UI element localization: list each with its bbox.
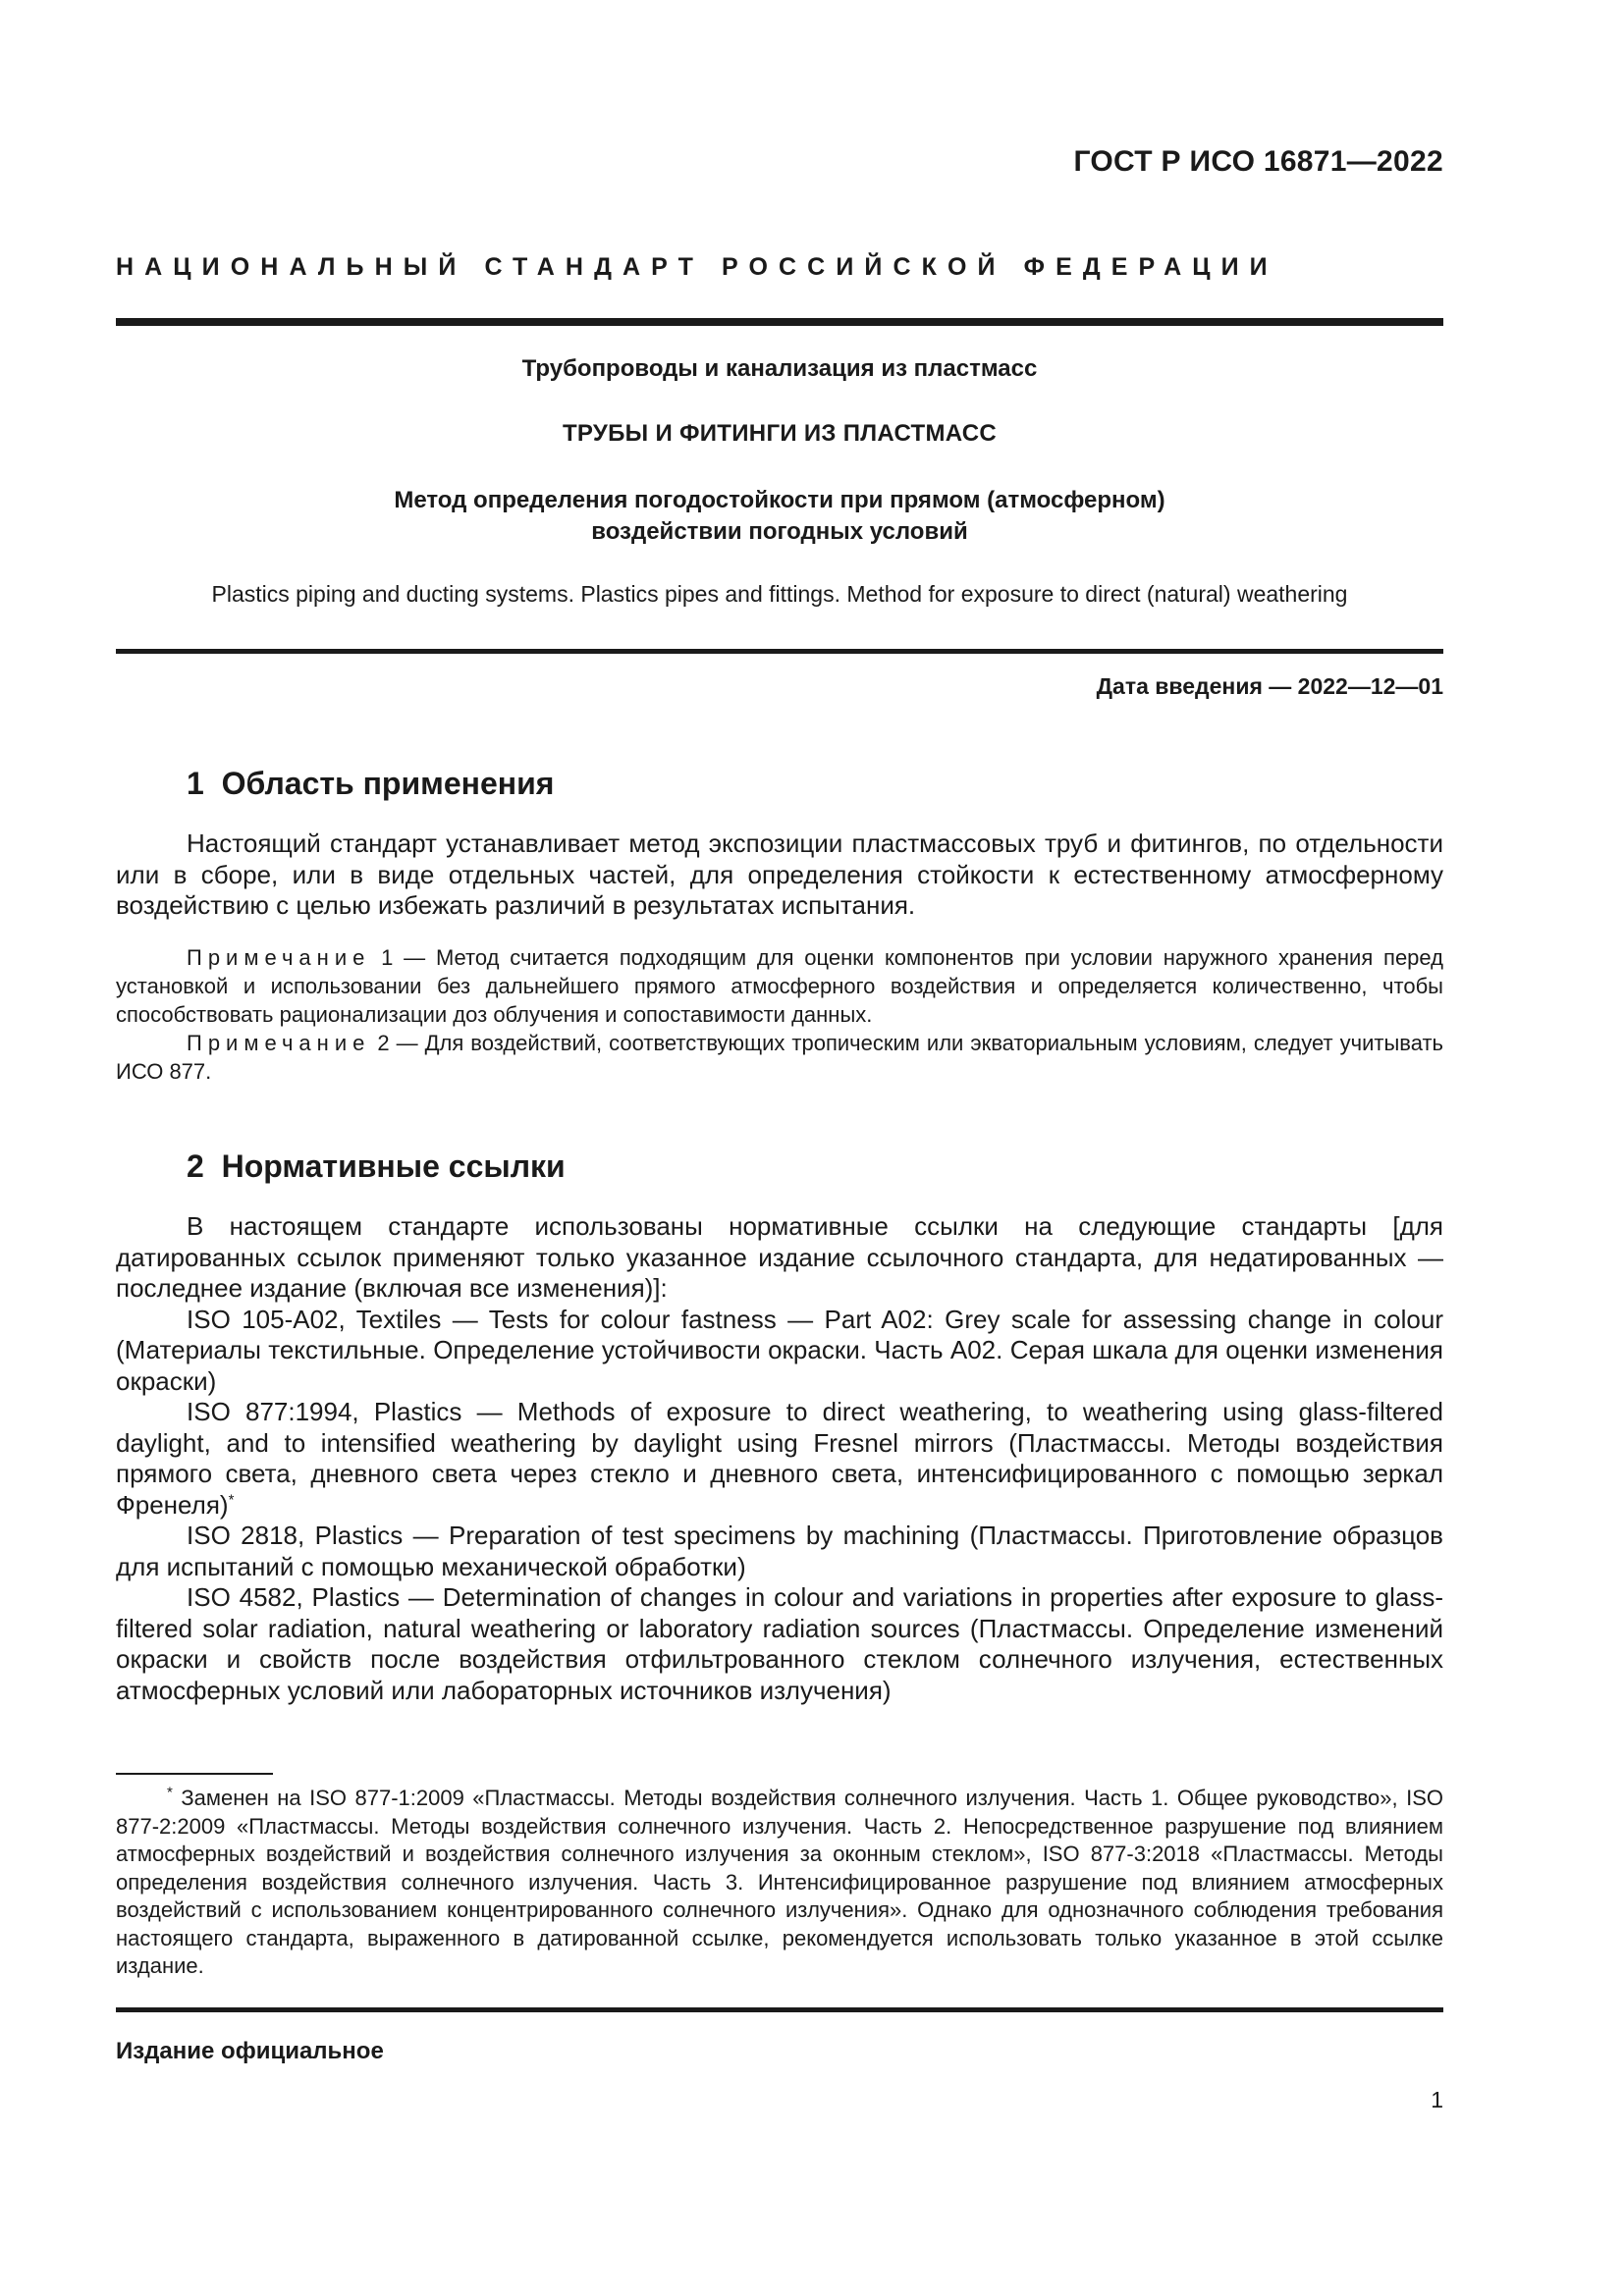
note-1 — [116, 943, 1443, 1029]
title-line-1: Трубопроводы и канализация из пластмасс — [521, 355, 1038, 382]
title-divider — [116, 649, 1443, 654]
english-title: Plastics piping and ducting systems. Plastics pipes and fittings. Method for exposure to direct (natural) weathering — [211, 581, 1348, 607]
section-2-body — [116, 1211, 1443, 1706]
note-1-text: 1 — Метод считается подходящим для оценки компонентов при условии наружного хранения перед установкой и использовании без дальнейшего прямого атмосферного воздействия и определяется количественно, чтобы способствовать рационализации доз облучения и сопоставимости данных. — [116, 945, 1443, 1027]
title-line-3a: Метод определения погодостойкости при прямом (атмосферном) — [394, 487, 1165, 513]
reference-iso-105: ISO 105-A02, Textiles — Tests for colour fastness — Part A02: Grey scale for assessing change in colour (Материалы текстильные. Определение устойчивости окраски. Часть А02. Серая шкала для оценки изменения окраски) — [116, 1304, 1443, 1396]
section-2-intro: В настоящем стандарте использованы нормативные ссылки на следующие стандарты [для датированных ссылок применяют только указанное издание ссылочного стандарта, для недатированных — последнее издание (включая все изменения)]: — [116, 1211, 1443, 1303]
footnote-paragraph — [116, 1785, 1443, 1981]
reference-iso-4582: ISO 4582, Plastics — Determination of changes in colour and variations in properties after exposure to glass-filtered solar radiation, natural weathering or laboratory radiation sources (Пластмассы. Определение изменений окраски и свойств после воздействия отфильтрованного стеклом солнечного излучения, естественных атмосферных условий или лабораторных источников излучения) — [116, 1582, 1443, 1705]
document-number: ГОСТ Р ИСО 16871—2022 — [1073, 145, 1443, 178]
page-number: 1 — [1431, 2087, 1443, 2112]
official-edition-label: Издание официальное — [116, 2038, 384, 2064]
title-line-3b: воздействии погодных условий — [591, 518, 968, 545]
footnote-divider — [116, 1773, 273, 1775]
footnote-text: Заменен на ISO 877-1:2009 «Пластмассы. Методы воздействия солнечного излучения. Часть 1. Общее руководство», ISO 877-2:2009 «Пластмассы. Методы воздействия солнечного излучения. Часть 2. Непосредственное разрушение под влиянием атмосферных воздействий и воздействия солнечного излучения за оконным стеклом», ISO 877-3:2018 «Пластмассы. Методы определения воздействия солнечного излучения. Часть 3. Интенсифицированное разрушение под влиянием атмосферных воздействий с использованием концентрированного солнечного излучения». Однако для однозначного соблюдения требования настоящего стандарта, выраженного в датированной ссылке, рекомендуется использовать только указанное в этой ссылке издание. — [116, 1786, 1443, 1978]
note-2-text: 2 — Для воздействий, соответствующих тропическим или экваториальным условиям, следует учитывать ИСО 877. — [116, 1031, 1443, 1084]
footnote-marker: * — [228, 1490, 235, 1508]
reference-iso-877-text: ISO 877:1994, Plastics — Methods of exposure to direct weathering, to weathering using glass-filtered daylight, and to intensified weathering by daylight using Fresnel mirrors (Пластмассы. Методы воздействия прямого света, дневного света через стекло и дневного света, интенсифицированного с помощью зеркал Френеля) — [116, 1397, 1443, 1520]
footnote — [116, 1785, 1443, 1981]
section-2-heading: 2 Нормативные ссылки — [187, 1148, 566, 1184]
reference-iso-2818: ISO 2818, Plastics — Preparation of test specimens by machining (Пластмассы. Приготовление образцов для испытаний с помощью механической обработки) — [116, 1521, 1443, 1581]
footnote-mark: * — [167, 1784, 173, 1801]
introduction-date: Дата введения — 2022—12—01 — [1096, 673, 1443, 699]
header-divider — [116, 318, 1443, 326]
section-1-paragraph: Настоящий стандарт устанавливает метод экспозиции пластмассовых труб и фитингов, по отдельности или в сборе, или в виде отдельных частей, для определения стойкости к естественному атмосферному воздействию с целью избежать различий в результатах испытания. — [116, 828, 1443, 920]
note-2-label: Примечание — [187, 1031, 371, 1055]
section-1-notes — [116, 943, 1443, 1086]
section-1-body — [116, 828, 1443, 922]
title-line-3 — [116, 485, 1443, 548]
footer-divider — [116, 2007, 1443, 2012]
national-standard-caption: НАЦИОНАЛЬНЫЙ СТАНДАРТ РОССИЙСКОЙ ФЕДЕРАЦИИ — [116, 253, 1278, 281]
title-line-2: ТРУБЫ И ФИТИНГИ ИЗ ПЛАСТМАСС — [562, 420, 998, 447]
section-1-heading: 1 Область применения — [187, 766, 555, 801]
note-2 — [116, 1029, 1443, 1086]
note-1-label: Примечание — [187, 945, 371, 970]
reference-iso-877 — [116, 1397, 1443, 1521]
